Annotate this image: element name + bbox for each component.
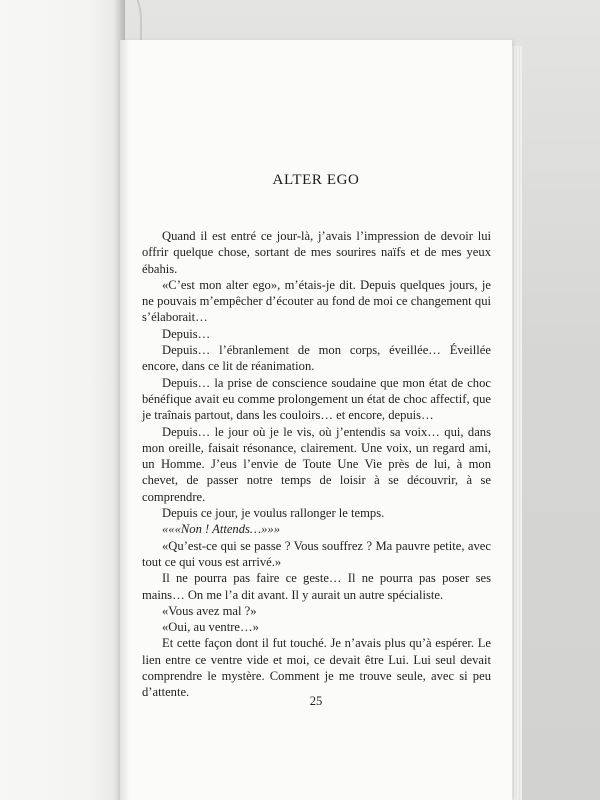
book-page: [120, 40, 512, 800]
paragraph: Depuis… le jour où je le vis, où j’entendis sa voix… qui, dans mon oreille, faisait résonance, clairement. Une voix, un regard ami, un Homme. J’eus l’envie de Toute Une Vie près de lui, à mon chevet, de passer notre temps de loisir à se découvrir, à se comprendre.: [142, 424, 491, 504]
paragraph: «Vous avez mal ?»: [162, 603, 257, 618]
paragraph: «C’est mon alter ego», m’étais-je dit. Depuis quelques jours, je ne pouvais m’empêcher d’écouter au fond de moi ce changement qui s’élaborait…: [142, 277, 491, 325]
paragraph: Quand il est entré ce jour-là, j’avais l’impression de devoir lui offrir quelque chose, sortant de mes sourires naïfs et de mes yeux ébahis.: [142, 229, 491, 276]
paragraph: Depuis ce jour, je voulus rallonger le temps.: [162, 506, 385, 521]
paragraph: Depuis… la prise de conscience soudaine que mon état de choc bénéfique avait eu comme prolongement un état de choc affectif, que je traînais partout, dans les couloirs… et encore, depuis…: [142, 375, 491, 423]
left-page: [0, 0, 125, 800]
chapter-title: ALTER EGO: [272, 172, 360, 188]
paragraph: Depuis… l’ébranlement de mon corps, éveillée… Éveillée encore, dans ce lit de réanimation.: [142, 343, 491, 374]
page-number: 25: [309, 694, 323, 708]
page-body-text: [142, 228, 491, 701]
paragraph-italic: «««Non ! Attends…»»»: [162, 522, 281, 537]
paragraph: Depuis…: [162, 326, 211, 341]
paragraph: «Oui, au ventre…»: [162, 620, 259, 635]
paragraph: Il ne pourra pas faire ce geste… Il ne pourra pas poser ses mains… On me l’a dit avant. Il y aurait un autre spécialiste.: [142, 571, 491, 602]
paragraph: «Qu’est-ce qui se passe ? Vous souffrez ? Ma pauvre petite, avec tout ce qui vous est arrivé.»: [142, 538, 491, 569]
paragraph: Et cette façon dont il fut touché. Je n’avais plus qu’à espérer. Le lien entre ce ventre vide et moi, ce devait être Lui. Lui seul devait comprendre le mystère. Comment je me trouve seule, avec si peu d’attente.: [142, 636, 491, 700]
